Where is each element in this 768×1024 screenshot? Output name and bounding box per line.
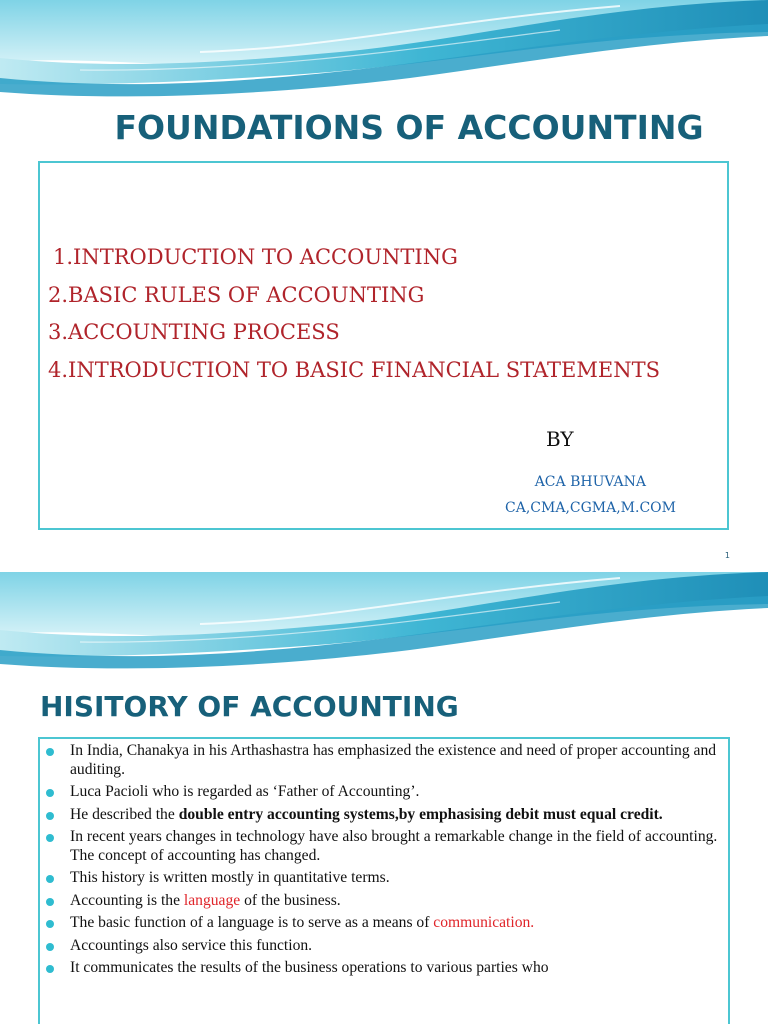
author-name: ACA BHUVANA [534,474,646,490]
bullet-icon [46,920,54,928]
bullet-text: The basic function of a language is to serve as a means of [70,914,434,931]
slide-2 [0,572,768,1024]
bullet-text: In recent years changes in technology have also brought a remarkable change in the field of accounting. The concept of accounting has changed. [70,828,718,864]
wave-header-decoration [0,0,768,105]
slide-title: FOUNDATIONS OF ACCOUNTING [114,108,704,147]
bullet-item [46,914,720,933]
bullet-item [46,892,720,911]
bullet-item [46,806,720,825]
bullet-text: Accounting is the [70,891,184,909]
author-credentials: CA,CMA,CGMA,M.COM [505,500,676,516]
bullet-text: This history is written mostly in quantitative terms. [70,869,390,886]
bullet-text: Luca Pacioli who is regarded as ‘Father of Accounting’. [70,783,420,800]
bullet-bold-text: double entry accounting systems,by emphasising debit must equal credit. [178,805,663,823]
topic-list [48,239,660,389]
bullet-icon [46,812,54,820]
bullet-text: In India, Chanakya in his Arthashastra has emphasized the existence and need of proper accounting and auditing. [70,742,717,778]
bullet-text: He described the [70,805,179,823]
topic-item: 3.ACCOUNTING PROCESS [48,320,340,344]
bullet-icon [46,834,54,842]
bullet-text: It communicates the results of the business operations to various parties who [70,959,549,976]
bullet-item [46,959,720,978]
bullet-item [46,828,720,865]
highlight-word: communication. [433,914,535,931]
content-box [38,737,730,1024]
bullet-item [46,937,720,956]
history-bullet-list [40,739,728,978]
page-number: 1 [724,551,730,560]
bullet-text: of the business. [240,891,341,909]
highlight-word: language [183,891,241,909]
bullet-icon [46,898,54,906]
content-box [38,161,729,530]
bullet-icon [46,965,54,973]
bullet-icon [46,875,54,883]
bullet-item [46,783,720,802]
slide-title: HISITORY OF ACCOUNTING [40,690,459,723]
bullet-icon [46,789,54,797]
wave-header-decoration [0,572,768,677]
bullet-icon [46,943,54,951]
bullet-item [46,869,720,888]
topic-item: 4.INTRODUCTION TO BASIC FINANCIAL STATEMENTS [48,357,660,382]
bullet-icon [46,748,54,756]
bullet-text: Accountings also service this function. [70,936,313,954]
topic-item: 2.BASIC RULES OF ACCOUNTING [48,282,425,307]
author-block [40,469,676,521]
bullet-item [46,742,720,779]
by-label: BY [546,427,574,451]
topic-item: 1.INTRODUCTION TO ACCOUNTING [53,245,458,269]
